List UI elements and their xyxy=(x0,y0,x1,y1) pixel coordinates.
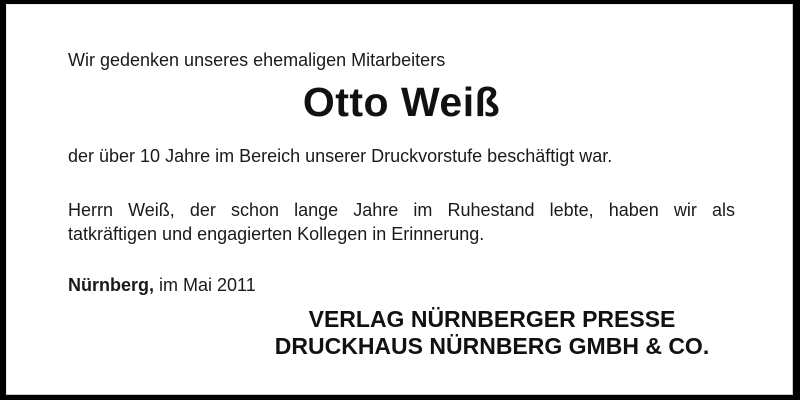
company-signature xyxy=(249,306,735,360)
company-line-1: VERLAG NÜRNBERGER PRESSE xyxy=(308,306,676,332)
tenure-line: der über 10 Jahre im Bereich unserer Druckvorstufe beschäftigt war. xyxy=(68,146,613,166)
dateline xyxy=(68,273,735,297)
memorial-line-2: tatkräftigen und engagierten Kollegen in Erinnerung. xyxy=(68,224,485,244)
notice-content xyxy=(68,4,735,360)
memorial-line-1: Herrn Weiß, der schon lange Jahre im Ruhestand lebte, haben wir als xyxy=(68,200,735,220)
dateline-city: Nürnberg, xyxy=(68,275,155,295)
deceased-name: Otto Weiß xyxy=(302,79,501,125)
intro-line: Wir gedenken unseres ehemaligen Mitarbeiters xyxy=(68,50,446,70)
company-line-2: DRUCKHAUS NÜRNBERG GMBH & CO. xyxy=(274,333,710,359)
memorial-paragraph xyxy=(68,198,735,246)
dateline-date: im Mai 2011 xyxy=(159,275,256,295)
